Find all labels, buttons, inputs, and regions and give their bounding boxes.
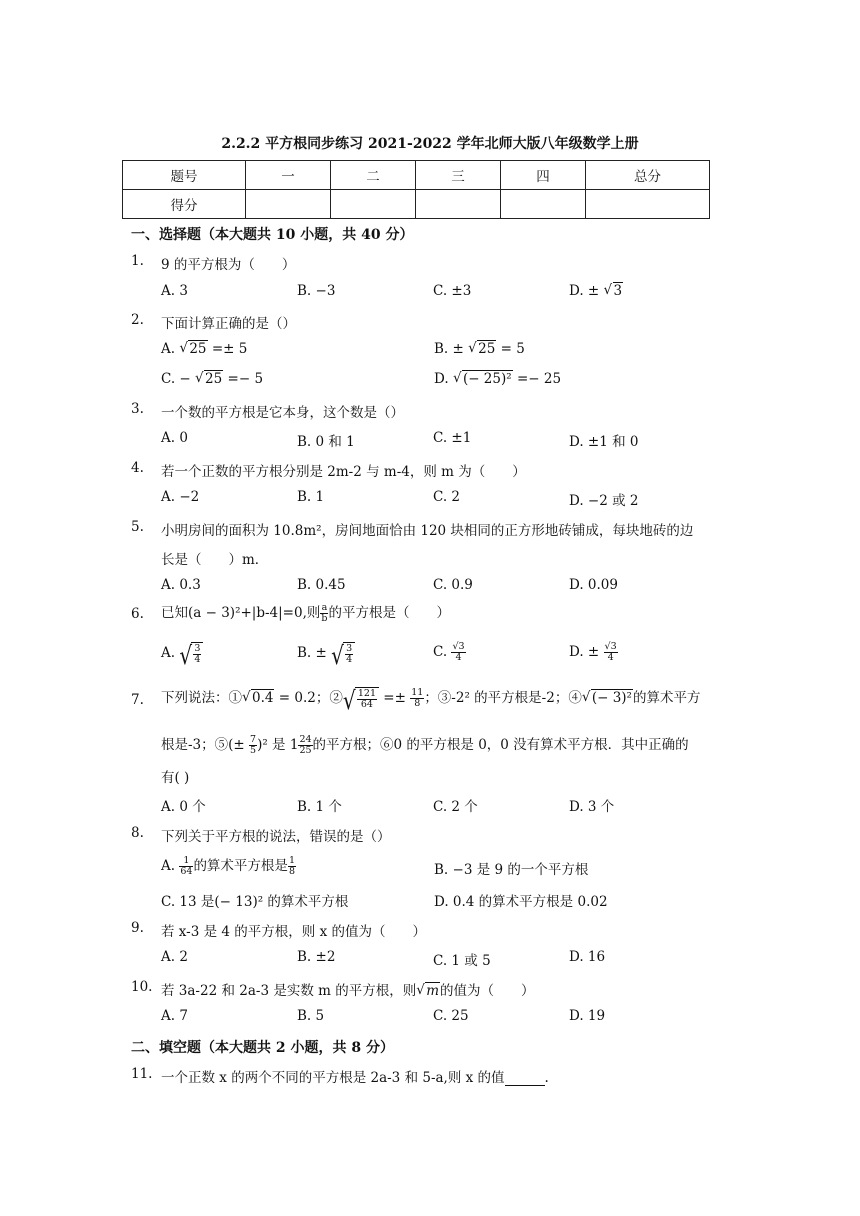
option-c: C. 2: [433, 489, 461, 505]
denominator: 4: [346, 654, 353, 665]
option-c: C. ±1: [433, 430, 472, 446]
fraction: [345, 644, 353, 665]
question-stem-line3: 有( ): [161, 770, 190, 786]
option-suffix: =− 25: [512, 371, 562, 387]
option-b: B. 0.45: [297, 577, 346, 593]
option-a: A. 0 个: [161, 799, 206, 815]
stem-text: 下列说法：①: [161, 690, 242, 706]
numerator: 24: [299, 734, 312, 745]
option-a: [161, 642, 203, 665]
fraction: [357, 689, 377, 710]
table-header-cell: 三: [416, 161, 501, 190]
option-prefix: B. ±: [297, 645, 332, 661]
option-prefix: C.: [433, 644, 452, 660]
question-stem: [161, 979, 535, 999]
option-prefix: C. −: [161, 371, 196, 387]
option-b: B. ±2: [297, 949, 336, 965]
stem-text: = 0.2；②: [274, 690, 343, 706]
option-a: [161, 341, 247, 357]
sqrt-expression: [179, 341, 207, 357]
option-c: C. 2 个: [433, 799, 478, 815]
option-suffix: =± 5: [207, 341, 248, 357]
sqrt-expression: [582, 690, 633, 706]
question-number: 9.: [131, 920, 144, 936]
option-b: B. 1: [297, 489, 325, 505]
score-cell[interactable]: [501, 190, 586, 219]
numerator: 1: [288, 855, 295, 866]
question-stem: [161, 1066, 549, 1086]
option-a: A. −2: [161, 489, 200, 505]
stem-text: 的算术平方: [632, 690, 701, 706]
question-stem: 下面计算正确的是（）: [161, 316, 296, 332]
option-b: B. 1 个: [297, 799, 342, 815]
question-stem: 下列关于平方根的说法，错误的是（）: [161, 829, 391, 845]
option-a: A. 7: [161, 1008, 188, 1024]
numerator: 11: [411, 687, 424, 698]
option-c: [433, 642, 466, 663]
option-b: B. −3: [297, 283, 336, 299]
score-cell[interactable]: [331, 190, 416, 219]
stem-text: ；③-2² 的平方根是-2；④: [424, 690, 582, 706]
option-d: D. ±1 和 0: [569, 434, 639, 450]
numerator: a: [321, 602, 328, 613]
option-prefix: A.: [161, 645, 180, 661]
option-c: C. 1 或 5: [433, 953, 491, 969]
stem-text: 根是-3；⑤(±: [161, 737, 250, 753]
option-a: [161, 854, 296, 877]
sqrt-expression: [453, 371, 513, 387]
option-b: B. 0 和 1: [297, 434, 355, 450]
option-prefix: D. ±: [569, 644, 604, 660]
score-cell[interactable]: [246, 190, 331, 219]
question-number: 11.: [131, 1066, 153, 1082]
sqrt-expression: [195, 371, 223, 387]
fraction: [288, 856, 296, 877]
option-c: [161, 371, 263, 387]
option-d: D. 16: [569, 949, 606, 965]
radicand: 0.4: [252, 690, 274, 706]
denominator: 8: [414, 698, 421, 709]
question-stem-line1: [161, 686, 700, 710]
question-stem-line2: [161, 733, 689, 756]
option-d: D. −2 或 2: [569, 493, 639, 509]
option-b: B. −3 是 9 的一个平方根: [434, 862, 589, 878]
question-number: 3.: [131, 401, 144, 417]
option-d: [434, 371, 561, 387]
option-prefix: B. ±: [434, 341, 469, 357]
table-header-cell: 总分: [586, 161, 710, 190]
numerator: √3: [604, 641, 617, 652]
table-row-label: 得分: [123, 190, 246, 219]
table-header-cell: 四: [501, 161, 586, 190]
option-d: D. 0.09: [569, 577, 618, 593]
option-d: D. 0.4 的算术平方根是 0.02: [434, 894, 608, 910]
denominator: 4: [194, 654, 201, 665]
stem-text: )² 是 1: [257, 737, 299, 753]
stem-text: 的平方根是（ ）: [328, 605, 450, 621]
option-b: [434, 341, 525, 357]
radicand: (− 25)²: [462, 371, 512, 387]
table-header-cell: 二: [331, 161, 416, 190]
question-stem-continued: 长是（ ）m．: [161, 552, 269, 568]
option-prefix: A.: [161, 341, 180, 357]
question-stem: 若 x-3 是 4 的平方根，则 x 的值为（ ）: [161, 924, 426, 940]
stem-text: 的值为（ ）: [440, 983, 535, 999]
question-stem: 小明房间的面积为 10.8m²，房间地面恰由 120 块相同的正方形地砖铺成，每块地砖的边: [161, 523, 694, 539]
numerator: 7: [250, 734, 257, 745]
question-number: 2.: [131, 312, 144, 328]
question-number: 8.: [131, 825, 144, 841]
option-suffix: =− 5: [223, 371, 264, 387]
score-table: [122, 160, 710, 219]
fraction: [179, 856, 193, 877]
option-a: A. 0.3: [161, 577, 201, 593]
option-a: A. 0: [161, 430, 188, 446]
radicand: 3: [613, 283, 623, 299]
numerator: √ 3: [346, 643, 353, 654]
stem-text: .: [544, 1070, 549, 1086]
option-suffix: = 5: [496, 341, 525, 357]
question-number: 10.: [131, 979, 153, 995]
option-text: 的算术平方根是: [193, 858, 288, 874]
denominator: b: [321, 613, 328, 624]
table-header-cell: 题号: [123, 161, 246, 190]
option-d-prefix: D. ±: [569, 283, 604, 299]
question-stem: 9 的平方根为（ ）: [161, 257, 296, 273]
numerator: √ 121: [357, 688, 376, 699]
option-prefix: A.: [161, 858, 180, 874]
stem-text: 已知(a − 3)²+|b-4|=0,则: [161, 605, 321, 621]
denominator: 5: [250, 745, 257, 756]
question-stem: [161, 601, 450, 624]
option-b: [297, 642, 355, 665]
option-d: D. 19: [569, 1008, 606, 1024]
radicand: (− 3)²: [591, 690, 632, 706]
option-a: A. 2: [161, 949, 188, 965]
fraction: [604, 642, 618, 663]
option-c: C. 0.9: [433, 577, 473, 593]
denominator: 64: [180, 866, 193, 877]
stem-text: =±: [379, 690, 411, 706]
denominator: 4: [455, 652, 462, 663]
sqrt-expression: [416, 983, 440, 999]
radicand: 25: [189, 341, 207, 357]
question-number: 4.: [131, 460, 144, 476]
numerator: √3: [452, 641, 465, 652]
sqrt-expression: [179, 642, 203, 665]
sqrt-expression: [604, 283, 624, 299]
option-a: A. 3: [161, 283, 188, 299]
fraction: [298, 735, 312, 756]
radicand: 25: [478, 341, 496, 357]
page-title: 2.2.2 平方根同步练习 2021-2022 学年北师大版八年级数学上册: [221, 136, 639, 152]
sqrt-expression: [242, 690, 274, 706]
option-d: [569, 283, 623, 299]
question-number: 6.: [131, 606, 144, 622]
sqrt-expression: [331, 642, 355, 665]
stem-text: 一个正数 x 的两个不同的平方根是 2a-3 和 5-a,则 x 的值: [161, 1070, 505, 1086]
fraction: [193, 644, 201, 665]
question-stem: 一个数的平方根是它本身，这个数是（）: [161, 405, 404, 421]
numerator: √ 3: [194, 643, 201, 654]
numerator: 1: [179, 856, 193, 867]
denominator: 64: [360, 699, 373, 710]
option-c: C. 13 是(− 13)² 的算术平方根: [161, 894, 349, 910]
section-heading-choice: 一、选择题（本大题共 10 小题，共 40 分）: [131, 227, 414, 243]
table-row: [123, 161, 710, 190]
score-cell[interactable]: [586, 190, 710, 219]
radicand: m: [426, 983, 440, 999]
denominator: 25: [299, 745, 312, 756]
question-number: 1.: [131, 253, 144, 269]
option-c: C. 25: [433, 1008, 469, 1024]
denominator: 8: [288, 866, 295, 877]
option-d: D. 3 个: [569, 799, 615, 815]
option-c: C. ±3: [433, 283, 472, 299]
sqrt-expression: [343, 687, 379, 710]
stem-text: 的平方根；⑥0 的平方根是 0，0 没有算术平方根．其中正确的: [312, 737, 689, 753]
question-number: 5.: [131, 519, 144, 535]
score-cell[interactable]: [416, 190, 501, 219]
question-number: 7.: [131, 692, 144, 708]
table-header-cell: 一: [246, 161, 331, 190]
option-prefix: D.: [434, 371, 453, 387]
option-b: B. 5: [297, 1008, 325, 1024]
sqrt-expression: [468, 341, 496, 357]
fraction: [249, 735, 257, 756]
section-heading-fill: 二、填空题（本大题共 2 小题，共 8 分）: [131, 1040, 394, 1056]
radicand: 25: [205, 371, 223, 387]
table-row: [123, 190, 710, 219]
stem-text: 若 3a-22 和 2a-3 是实数 m 的平方根，则: [161, 983, 417, 999]
question-stem: 若一个正数的平方根分别是 2m-2 与 m-4，则 m 为（ ）: [161, 464, 526, 480]
answer-blank[interactable]: [505, 1073, 545, 1086]
option-d: [569, 642, 618, 663]
fraction: [410, 688, 424, 709]
fraction: [451, 642, 465, 663]
denominator: 4: [607, 652, 614, 663]
